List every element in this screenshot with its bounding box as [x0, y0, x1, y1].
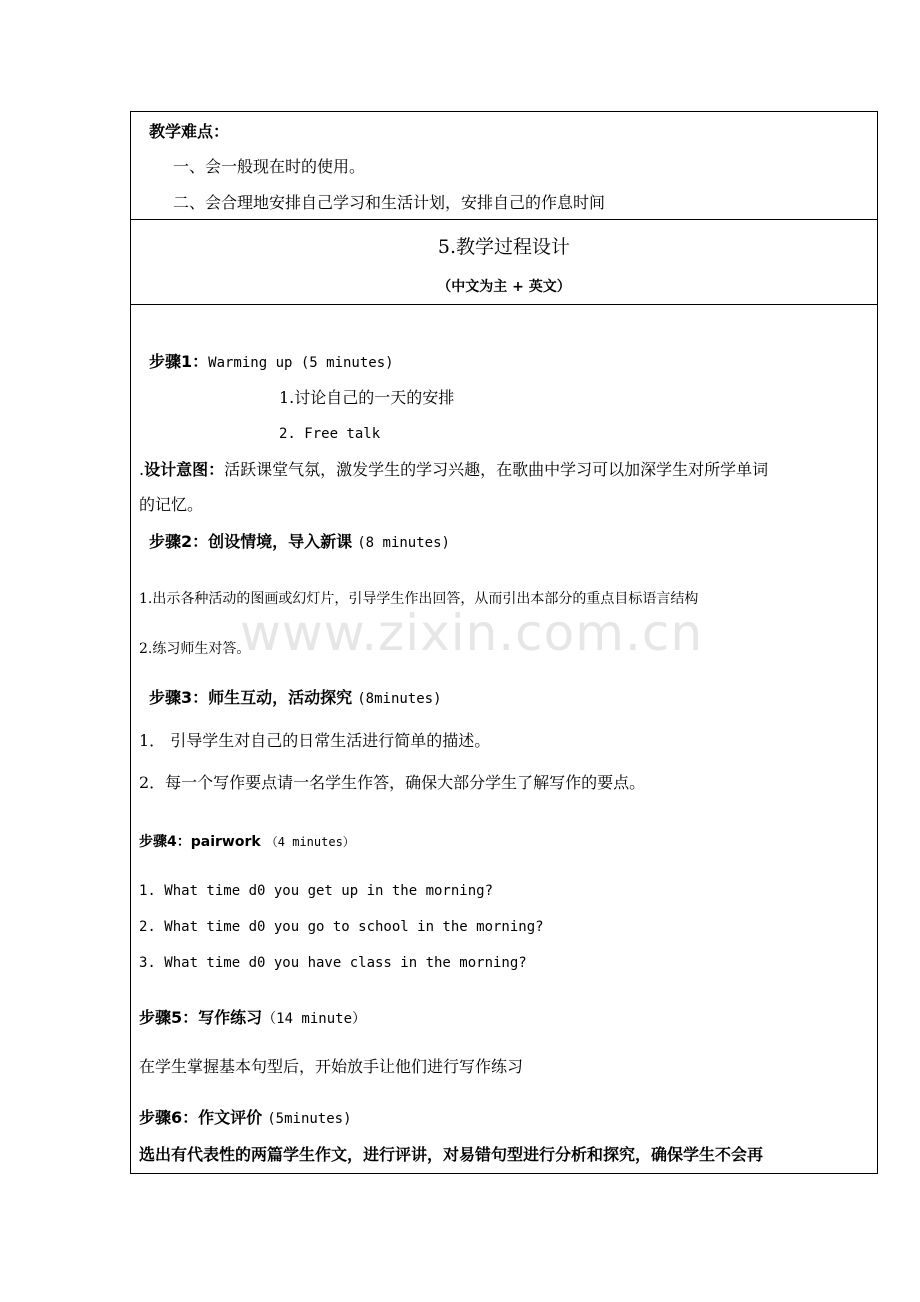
- step-3-item-2: 2．每一个写作要点请一名学生作答，确保大部分学生了解写作的要点。: [139, 773, 646, 792]
- difficulty-title: 教学难点：: [149, 122, 230, 141]
- step-3-heading: [149, 688, 442, 709]
- step-4-heading: [139, 831, 355, 852]
- step-2-text: (8 minutes): [357, 535, 450, 551]
- difficulty-item-1: 一、会一般现在时的使用。: [173, 157, 366, 176]
- step-1-item-1: 1.讨论自己的一天的安排: [279, 388, 455, 407]
- step-4-label: 步骤4：pairwork: [139, 834, 261, 850]
- step-6-heading: [139, 1108, 352, 1129]
- design-intent-prefix: .: [139, 460, 145, 479]
- design-intent-label: 设计意图：: [144, 460, 225, 479]
- watermark: www.zixin.com.cn: [240, 604, 704, 662]
- step-4-item-2: 2. What time d0 you go to school in the morning?: [139, 919, 544, 935]
- step-2-item-1: 1.出示各种活动的图画或幻灯片，引导学生作出回答，从而引出本部分的重点目标语言结构: [139, 591, 699, 607]
- step-5-item-1: 在学生掌握基本句型后，开始放手让他们进行写作练习: [139, 1057, 524, 1076]
- row-divider: [131, 304, 877, 305]
- step-2-item-2: 2.练习师生对答。: [139, 641, 251, 657]
- process-subtitle: （中文为主 + 英文）: [437, 279, 571, 295]
- step-6-text: (5minutes): [267, 1111, 352, 1127]
- design-intent-line-2: 的记忆。: [139, 495, 204, 514]
- design-intent-line-1: [139, 460, 768, 480]
- step-5-text: （14 minute）: [262, 1011, 366, 1027]
- step-1-heading: [149, 352, 394, 373]
- step-6-item-1: 选出有代表性的两篇学生作文，进行评讲，对易错句型进行分析和探究，确保学生不会再: [139, 1145, 764, 1164]
- step-4-text: （4 minutes）: [265, 835, 355, 849]
- difficulty-item-2: 二、会合理地安排自己学习和生活计划，安排自己的作息时间: [173, 193, 606, 212]
- step-2-heading: [149, 532, 450, 553]
- step-1-text: Warming up (5 minutes): [208, 355, 394, 371]
- step-1-label: 步骤1：: [149, 352, 209, 371]
- step-2-label: 步骤2：创设情境，导入新课: [149, 532, 353, 551]
- step-3-text: (8minutes): [357, 691, 442, 707]
- step-3-label: 步骤3：师生互动，活动探究: [149, 688, 353, 707]
- step-1-item-2: 2. Free talk: [279, 426, 381, 442]
- step-6-label: 步骤6：作文评价: [139, 1108, 263, 1127]
- design-intent-text: 活跃课堂气氛，激发学生的学习兴趣，在歌曲中学习可以加深学生对所学单词: [224, 460, 769, 479]
- step-5-label: 步骤5：写作练习: [139, 1008, 263, 1027]
- step-4-item-3: 3. What time d0 you have class in the morning?: [139, 955, 527, 971]
- row-divider: [131, 219, 877, 220]
- step-4-item-1: 1. What time d0 you get up in the morning?: [139, 883, 494, 899]
- step-3-item-1: 1． 引导学生对自己的日常生活进行简单的描述。: [139, 731, 491, 750]
- step-5-heading: [139, 1008, 366, 1029]
- process-title: 5.教学过程设计: [437, 236, 571, 258]
- lesson-plan-table: [130, 111, 878, 1174]
